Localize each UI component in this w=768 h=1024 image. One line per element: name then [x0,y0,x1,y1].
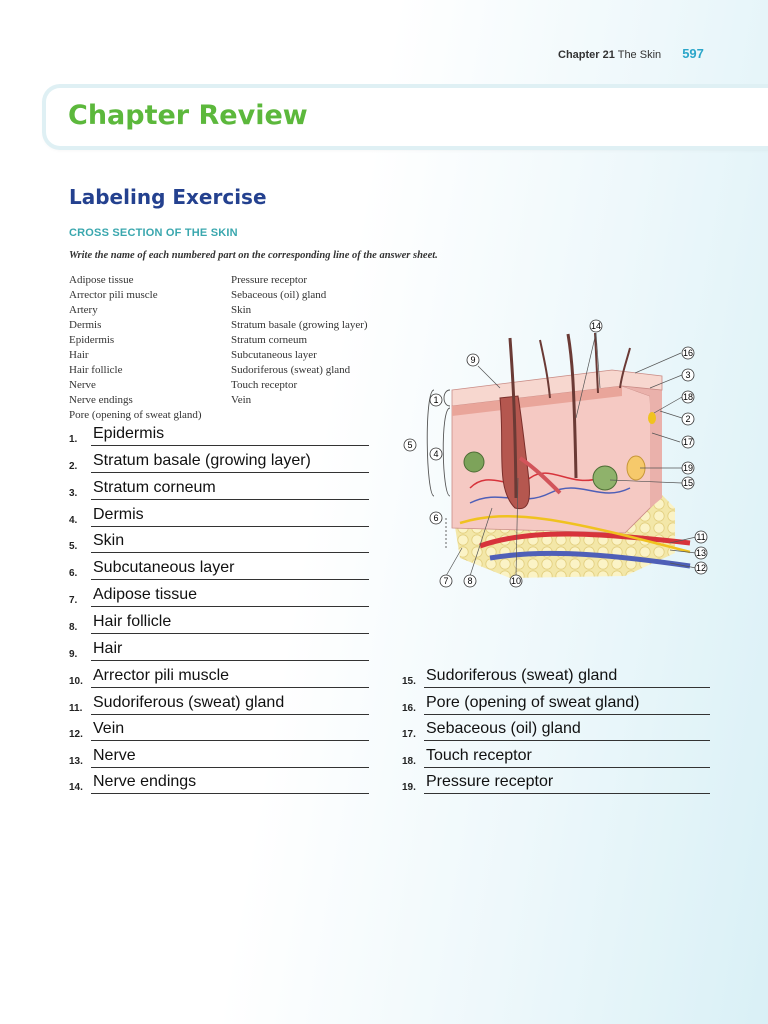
answer-line[interactable] [91,501,369,527]
word-bank-item: Sudoriferous (sweat) gland [231,364,351,376]
svg-text:4: 4 [433,449,439,459]
answer-row [69,449,369,475]
answer-row [69,610,369,636]
page-number: 597 [682,46,704,61]
answer-number: 19. [402,782,416,793]
svg-text:10: 10 [510,576,522,586]
answer-value: Stratum corneum [93,479,216,496]
word-bank-item: Pore (opening of sweat gland) [69,409,202,421]
word-bank-item: Arrector pili muscle [69,289,158,301]
answer-line[interactable] [91,608,369,634]
answer-line[interactable] [91,662,369,688]
answer-row [69,770,369,796]
answer-value: Arrector pili muscle [93,667,230,684]
answer-line[interactable] [424,715,710,741]
word-bank-item: Hair follicle [69,364,123,376]
answer-line[interactable] [91,474,369,500]
word-bank-item: Epidermis [69,334,115,346]
callout-2 [682,413,694,425]
answer-value: Subcutaneous layer [93,559,235,576]
answer-row [69,529,369,555]
word-bank-item: Stratum corneum [231,334,308,346]
word-bank-item: Nerve endings [69,394,133,406]
answer-value: Touch receptor [426,747,532,764]
answer-row [69,664,369,690]
answer-value: Nerve [93,747,136,764]
chapter-review-banner [46,88,768,146]
answer-number: 17. [402,729,416,740]
answer-row [402,744,710,770]
svg-text:13: 13 [695,548,707,558]
answer-row [402,691,710,717]
word-bank-item: Touch receptor [231,379,298,391]
running-head-title: The Skin [617,49,662,61]
word-bank-item: Artery [69,304,98,316]
answer-number: 13. [69,756,83,767]
callout-12 [695,562,707,574]
skin-cross-section-figure [400,318,730,588]
answer-row [69,476,369,502]
skin-bracket [427,390,434,496]
answer-line[interactable] [91,635,369,661]
callout-18 [682,391,694,403]
instruction-text: Write the name of each numbered part on the corresponding line of the answer sheet. [69,250,438,261]
answer-value: Hair follicle [93,613,172,630]
callout-17 [682,436,694,448]
word-bank-item: Hair [69,349,89,361]
answer-line[interactable] [91,581,369,607]
answer-row [402,664,710,690]
answer-number: 14. [69,782,83,793]
svg-text:3: 3 [685,370,691,380]
svg-text:9: 9 [470,355,476,365]
callout-9 [467,354,479,366]
answer-line[interactable] [424,742,710,768]
answer-value: Sudoriferous (sweat) gland [426,667,618,684]
answer-number: 8. [69,622,78,633]
answer-line[interactable] [424,689,710,715]
word-bank-item: Adipose tissue [69,274,134,286]
skin-diagram [400,318,730,588]
answer-row [69,691,369,717]
answer-number: 1. [69,434,78,445]
word-bank-right [231,273,368,408]
word-bank-item: Dermis [69,319,102,331]
running-head-chapter: Chapter 21 [558,49,615,61]
svg-text:12: 12 [695,563,707,573]
callout-7 [440,575,452,587]
callout-19 [682,462,694,474]
touch-receptor [648,412,656,424]
callout-10 [510,575,522,587]
answer-row [402,717,710,743]
answer-line[interactable] [91,554,369,580]
banner-title: Chapter Review [68,100,308,131]
word-bank-item: Skin [231,304,252,316]
svg-text:17: 17 [682,437,694,447]
answer-line[interactable] [424,768,710,794]
svg-text:16: 16 [682,348,694,358]
answer-number: 9. [69,649,78,660]
answer-value: Nerve endings [93,773,197,790]
svg-text:8: 8 [467,576,473,586]
callout-16 [682,347,694,359]
svg-text:18: 18 [682,392,694,402]
answer-value: Pore (opening of sweat gland) [426,694,640,711]
answer-value: Adipose tissue [93,586,198,603]
answer-row [69,637,369,663]
word-bank-item: Nerve [69,379,96,391]
answer-number: 12. [69,729,83,740]
answer-line[interactable] [91,527,369,553]
answer-row [69,422,369,448]
svg-text:15: 15 [682,478,694,488]
answer-row [69,717,369,743]
word-bank-item: Subcutaneous layer [231,349,317,361]
sebaceous-gland [464,452,484,472]
callout-1 [430,394,442,406]
answer-value: Skin [93,532,125,549]
answer-number: 15. [402,676,416,687]
answer-number: 10. [69,676,83,687]
answer-line[interactable] [91,742,369,768]
callout-11 [695,531,707,543]
answer-value: Hair [93,640,123,657]
callout-4 [430,448,442,460]
answer-number: 6. [69,568,78,579]
answer-row [69,744,369,770]
word-bank-item: Vein [231,394,252,406]
callout-5 [404,439,416,451]
answer-number: 16. [402,703,416,714]
callout-14 [590,320,602,332]
svg-text:11: 11 [696,532,706,542]
answer-number: 7. [69,595,78,606]
answer-row [69,503,369,529]
answer-line[interactable] [91,420,369,446]
answer-row [69,583,369,609]
subsection-title: CROSS SECTION OF THE SKIN [69,227,238,239]
answer-line[interactable] [91,447,369,473]
answer-number: 2. [69,461,78,472]
svg-text:5: 5 [407,440,413,450]
answer-value: Epidermis [93,425,165,442]
dermis-bracket [443,408,450,496]
answer-row [69,556,369,582]
svg-text:6: 6 [433,513,439,523]
answer-number: 4. [69,515,78,526]
callout-8 [464,575,476,587]
answer-line[interactable] [424,662,710,688]
answer-row [402,770,710,796]
answer-line[interactable] [91,689,369,715]
svg-text:7: 7 [443,576,449,586]
callout-13 [695,547,707,559]
callout-15 [682,477,694,489]
svg-text:1: 1 [433,395,439,405]
answer-number: 5. [69,541,78,552]
svg-text:2: 2 [685,414,691,424]
word-bank-item: Sebaceous (oil) gland [231,289,327,301]
word-bank-item: Pressure receptor [231,274,308,286]
answer-value: Stratum basale (growing layer) [93,452,311,469]
running-head [558,46,704,61]
answer-value: Sudoriferous (sweat) gland [93,694,285,711]
answer-number: 11. [69,703,83,714]
answer-number: 18. [402,756,416,767]
answer-value: Sebaceous (oil) gland [426,720,581,737]
callout-6 [430,512,442,524]
section-title: Labeling Exercise [69,185,267,209]
answer-number: 3. [69,488,78,499]
sweat-gland [593,466,617,490]
answer-line[interactable] [91,715,369,741]
svg-text:19: 19 [682,463,694,473]
word-bank-item: Stratum basale (growing layer) [231,319,368,331]
svg-text:14: 14 [590,321,602,331]
callout-3 [682,369,694,381]
answer-value: Dermis [93,506,144,523]
epidermis-bracket [444,390,450,406]
word-bank-left [69,273,202,423]
answer-value: Pressure receptor [426,773,554,790]
answer-line[interactable] [91,768,369,794]
answer-value: Vein [93,720,125,737]
